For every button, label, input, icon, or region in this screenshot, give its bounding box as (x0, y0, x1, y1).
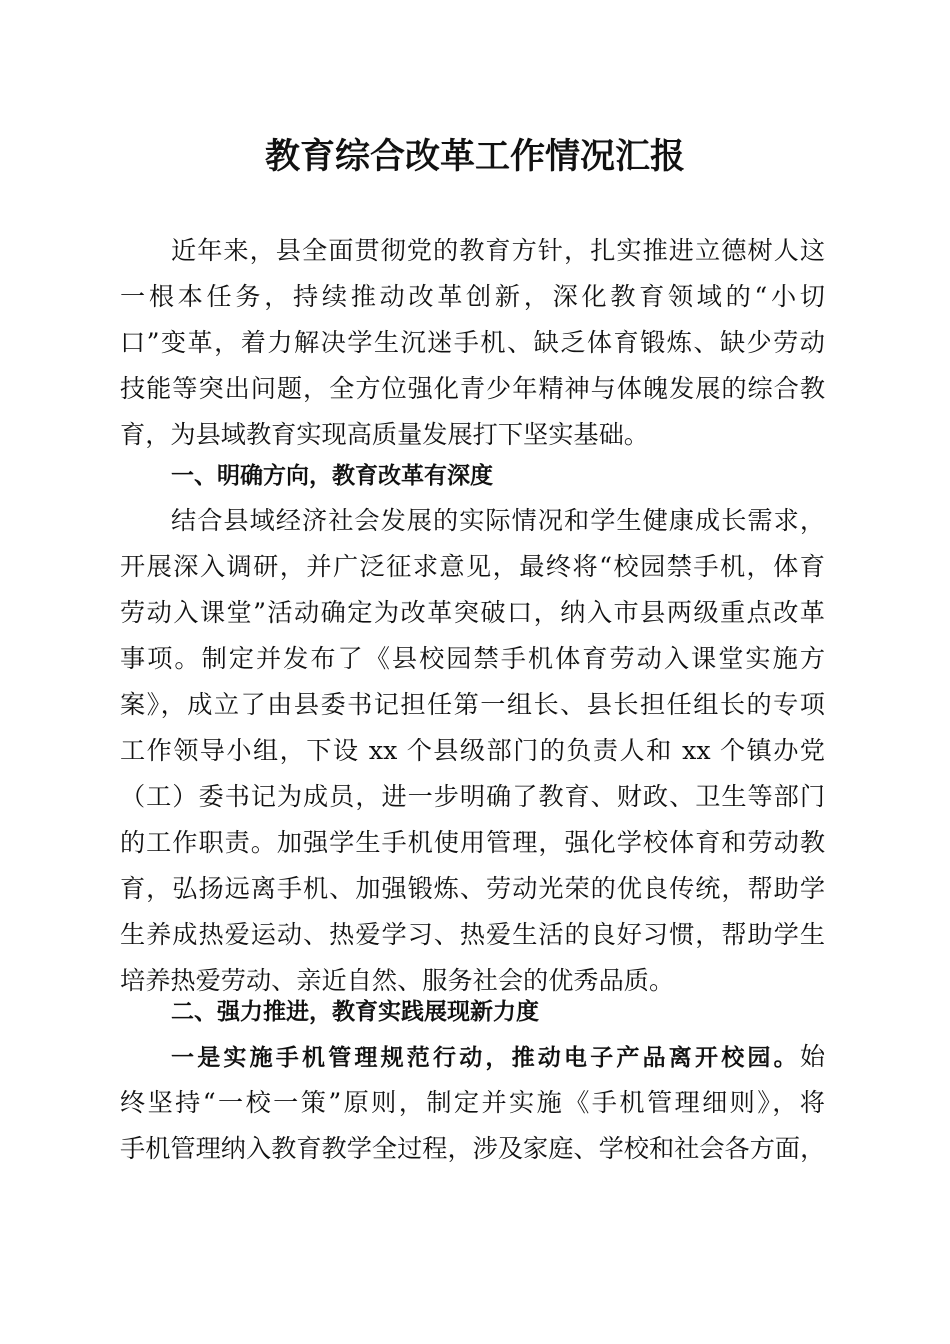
section-heading-1: 一、明确方向，教育改革有深度 (171, 463, 493, 489)
section2-lead: 一是实施手机管理规范行动，推动电子产品离开校园。 (171, 1045, 800, 1071)
section1-line: 案》，成立了由县委书记担任第一组长、县长担任组长的专项 (120, 690, 825, 719)
intro-line: 技能等突出问题，全方位强化青少年精神与体魄发展的综合教 (120, 374, 825, 403)
section-heading-2: 二、强力推进，教育实践展现新力度 (171, 999, 539, 1025)
intro-line: 口”变革，着力解决学生沉迷手机、缺乏体育锻炼、缺少劳动 (120, 328, 825, 357)
section1-line: 培养热爱劳动、亲近自然、服务社会的优秀品质。 (120, 966, 675, 995)
section2-line: 终坚持“一校一策”原则，制定并实施《手机管理细则》，将 (120, 1088, 825, 1117)
intro-line: 育，为县域教育实现高质量发展打下坚实基础。 (120, 420, 649, 449)
section1-line: 开展深入调研，并广泛征求意见，最终将“校园禁手机，体育 (120, 552, 825, 581)
section1-line: 事项。制定并发布了《县校园禁手机体育劳动入课堂实施方 (120, 644, 825, 673)
section1-line: （工）委书记为成员，进一步明确了教育、财政、卫生等部门 (120, 782, 825, 811)
intro-line: 一根本任务，持续推动改革创新，深化教育领域的“小切 (120, 282, 825, 311)
section2-lead-line (171, 1034, 825, 1080)
section2-lead-tail: 始 (799, 1042, 825, 1071)
section1-line: 育，弘扬远离手机、加强锻炼、劳动光荣的优良传统，帮助学 (120, 874, 825, 903)
section1-line: 工作领导小组，下设 xx 个县级部门的负责人和 xx 个镇办党 (120, 736, 825, 765)
section1-line: 劳动入课堂”活动确定为改革突破口，纳入市县两级重点改革 (120, 598, 825, 627)
section1-line: 的工作职责。加强学生手机使用管理，强化学校体育和劳动教 (120, 828, 825, 857)
section1-line: 生养成热爱运动、热爱学习、热爱生活的良好习惯，帮助学生 (120, 920, 825, 949)
section2-line: 手机管理纳入教育教学全过程，涉及家庭、学校和社会各方面， (120, 1134, 826, 1163)
section1-line: 结合县域经济社会发展的实际情况和学生健康成长需求， (171, 506, 825, 535)
intro-line: 近年来，县全面贯彻党的教育方针，扎实推进立德树人这 (171, 236, 825, 265)
document-title: 教育综合改革工作情况汇报 (264, 136, 685, 177)
